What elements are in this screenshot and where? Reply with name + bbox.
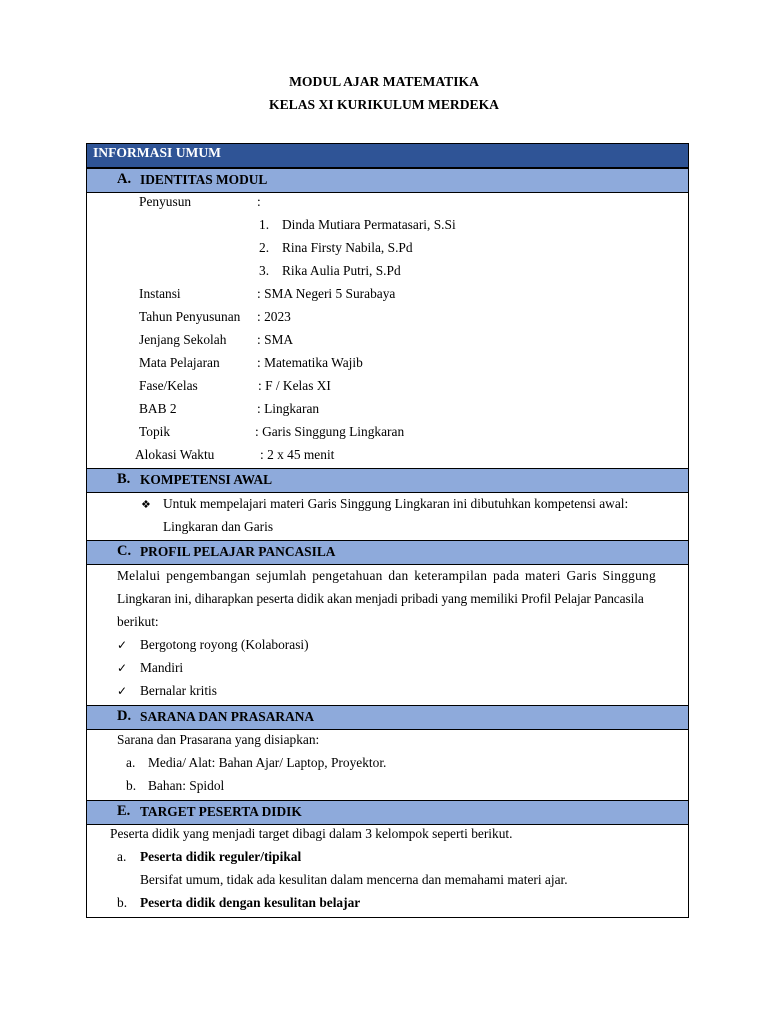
penyusun-colon: :: [257, 194, 261, 209]
section-a-letter: A.: [117, 171, 132, 187]
document-subtitle: KELAS XI KURIKULUM MERDEKA: [269, 97, 499, 112]
profil-item-1: Bergotong royong (Kolaborasi): [140, 637, 309, 652]
sarana-marker-a: a.: [126, 755, 136, 770]
section-a-title: IDENTITAS MODUL: [140, 172, 268, 187]
field-value-fase: : F / Kelas XI: [258, 378, 331, 393]
document-title: MODUL AJAR MATEMATIKA: [289, 74, 479, 89]
section-a-header: [87, 168, 688, 193]
field-label-bab: BAB 2: [139, 401, 177, 416]
author-num-1: 1.: [259, 217, 270, 232]
sarana-item-2: Bahan: Spidol: [148, 778, 225, 793]
profil-item-2: Mandiri: [140, 660, 184, 675]
field-value-alokasi: : 2 x 45 menit: [260, 447, 335, 462]
target-item-1: Peserta didik reguler/tipikal: [140, 849, 302, 864]
field-value-tahun: : 2023: [257, 309, 291, 324]
field-value-mapel: : Matematika Wajib: [257, 355, 363, 370]
section-d-letter: D.: [117, 708, 132, 724]
profil-paragraph-line-3: berikut:: [117, 614, 159, 629]
author-name-3: Rika Aulia Putri, S.Pd: [282, 263, 401, 278]
field-value-instansi: : SMA Negeri 5 Surabaya: [257, 286, 396, 301]
target-marker-a: a.: [117, 849, 127, 864]
field-label-jenjang: Jenjang Sekolah: [139, 332, 227, 347]
field-value-topik: : Garis Singgung Lingkaran: [255, 424, 405, 439]
section-b-header: [87, 468, 688, 493]
author-name-2: Rina Firsty Nabila, S.Pd: [282, 240, 413, 255]
field-value-jenjang: : SMA: [257, 332, 294, 347]
section-b-title: KOMPETENSI AWAL: [140, 472, 273, 487]
field-label-fase: Fase/Kelas: [139, 378, 198, 393]
author-name-1: Dinda Mutiara Permatasari, S.Si: [282, 217, 456, 232]
check-icon: [117, 660, 127, 676]
section-c-letter: C.: [117, 543, 132, 559]
diamond-bullet-icon: [141, 496, 151, 512]
module-table: [86, 143, 689, 918]
section-c-header: [87, 540, 688, 565]
sarana-marker-b: b.: [126, 778, 137, 793]
section-d-title: SARANA DAN PRASARANA: [140, 709, 315, 724]
field-label-instansi: Instansi: [139, 286, 181, 301]
field-label-tahun: Tahun Penyusunan: [139, 309, 241, 324]
target-item-2: Peserta didik dengan kesulitan belajar: [140, 895, 361, 910]
penyusun-label: Penyusun: [139, 194, 192, 209]
section-e-letter: E.: [117, 803, 131, 819]
profil-paragraph-line-1: Melalui pengembangan sejumlah pengetahuan dan keterampilan pada materi Garis Singgung: [117, 568, 656, 583]
field-label-mapel: Mata Pelajaran: [139, 355, 220, 370]
check-icon: [117, 637, 127, 653]
profil-item-3: Bernalar kritis: [140, 683, 217, 698]
field-label-alokasi: Alokasi Waktu: [135, 447, 215, 462]
profil-paragraph-line-2: Lingkaran ini, diharapkan peserta didik akan menjadi pribadi yang memiliki Profil Pelajar Pancasila: [117, 591, 644, 606]
kompetensi-line-1: Untuk mempelajari materi Garis Singgung Lingkaran ini dibutuhkan kompetensi awal:: [163, 496, 629, 511]
target-intro: Peserta didik yang menjadi target dibagi dalam 3 kelompok seperti berikut.: [110, 826, 513, 841]
kompetensi-line-2: Lingkaran dan Garis: [163, 519, 274, 534]
author-num-2: 2.: [259, 240, 270, 255]
target-item-1-desc: Bersifat umum, tidak ada kesulitan dalam mencerna dan memahami materi ajar.: [140, 872, 568, 887]
check-icon: [117, 683, 127, 699]
section-e-header: [87, 800, 688, 825]
author-num-3: 3.: [259, 263, 270, 278]
field-label-topik: Topik: [139, 424, 171, 439]
section-b-letter: B.: [117, 471, 131, 487]
sarana-intro: Sarana dan Prasarana yang disiapkan:: [117, 732, 320, 747]
info-umum-header: INFORMASI UMUM: [87, 144, 688, 168]
sarana-item-1: Media/ Alat: Bahan Ajar/ Laptop, Proyektor.: [148, 755, 387, 770]
target-marker-b: b.: [117, 895, 128, 910]
field-value-bab: : Lingkaran: [257, 401, 320, 416]
section-c-title: PROFIL PELAJAR PANCASILA: [140, 544, 336, 559]
section-e-title: TARGET PESERTA DIDIK: [140, 804, 302, 819]
section-d-header: [87, 705, 688, 730]
